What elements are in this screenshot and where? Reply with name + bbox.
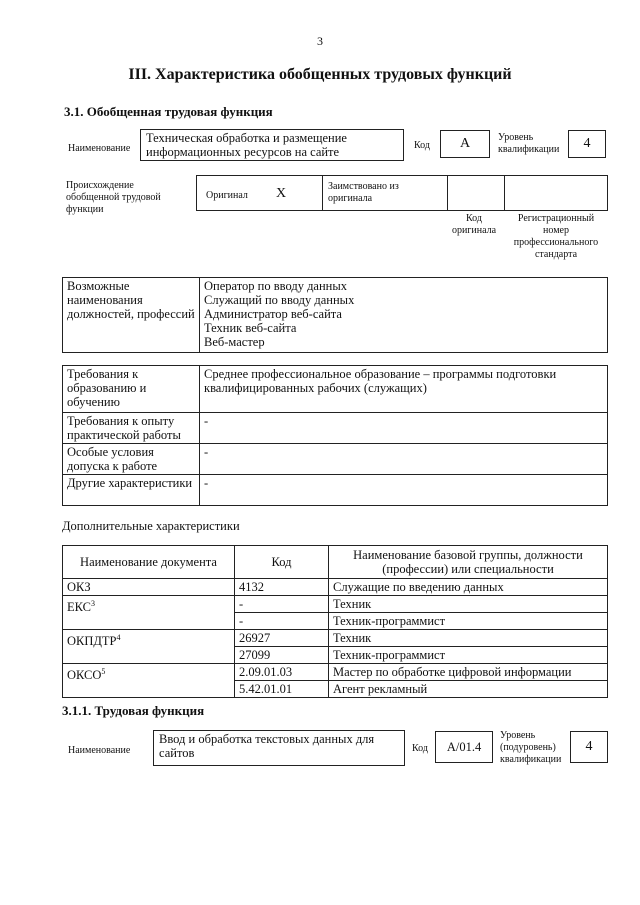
requirement-row — [63, 444, 608, 475]
gtf-origin-label: Происхождение обобщенной трудовой функции — [66, 180, 161, 215]
name-cell: Агент рекламный — [329, 681, 608, 698]
table-row — [63, 579, 608, 596]
name-cell: Техник — [329, 596, 608, 613]
requirement-label: Другие характеристики — [63, 475, 200, 506]
gtf-name-label: Наименование — [68, 143, 131, 154]
col-code-header: Код — [235, 546, 329, 579]
requirement-row — [63, 475, 608, 506]
tf-name-label: Наименование — [68, 745, 131, 756]
position-item: Оператор по вводу данных — [204, 279, 348, 293]
gtf-orig-code-label: Код оригинала — [451, 213, 497, 236]
doc-cell: ОКСО$^5$ — [63, 664, 235, 698]
tf-name-value: Ввод и обработка текстовых данных для сайтов — [153, 730, 405, 766]
requirement-label: Требования к опыту практической работы — [63, 413, 200, 444]
requirement-value: Среднее профессиональное образование – программы подготовки квалифицированных рабочих (служащих) — [200, 366, 608, 413]
name-cell: Техник — [329, 630, 608, 647]
position-item: Веб-мастер — [204, 335, 265, 349]
additional-table — [62, 545, 608, 698]
name-cell: Техник-программист — [329, 647, 608, 664]
positions-list — [200, 278, 608, 353]
name-cell: Техник-программист — [329, 613, 608, 630]
gtf-code-label: Код — [414, 140, 430, 151]
positions-label: Возможные наименования должностей, профессий — [63, 278, 200, 353]
code-cell: 27099 — [235, 647, 329, 664]
col-doc-header: Наименование документа — [63, 546, 235, 579]
requirement-label: Особые условия допуска к работе — [63, 444, 200, 475]
requirement-value: - — [200, 413, 608, 444]
requirement-row — [63, 366, 608, 413]
table-row — [63, 596, 608, 613]
tf-heading: 3.1.1. Трудовая функция — [62, 703, 205, 718]
code-cell: - — [235, 613, 329, 630]
gtf-name-value: Техническая обработка и размещение информационных ресурсов на сайте — [140, 129, 404, 161]
gtf-original-mark: Х — [276, 186, 287, 201]
code-cell: - — [235, 596, 329, 613]
tf-level-value: 4 — [570, 731, 608, 763]
code-cell: 2.09.01.03 — [235, 664, 329, 681]
requirement-value: - — [200, 475, 608, 506]
col-name-header: Наименование базовой группы, должности (профессии) или специальности — [329, 546, 608, 579]
name-cell: Служащие по введению данных — [329, 579, 608, 596]
gtf-code-value: А — [440, 130, 490, 158]
position-item: Техник веб-сайта — [204, 321, 297, 335]
requirement-value: - — [200, 444, 608, 475]
doc-cell: ОКЗ — [63, 579, 235, 596]
gtf-reg-number-label: Регистрационный номер профессионального стандарта — [513, 213, 599, 260]
page-number: 3 — [317, 34, 323, 48]
gtf-borrowed-label: Заимствовано из оригинала — [328, 181, 399, 204]
code-cell: 4132 — [235, 579, 329, 596]
doc-cell: ОКПДТР$^4$ — [63, 630, 235, 664]
tf-level-label: Уровень (подуровень) квалификации — [500, 730, 562, 765]
code-cell: 26927 — [235, 630, 329, 647]
section-title: III. Характеристика обобщенных трудовых функций — [128, 66, 512, 83]
doc-cell: ЕКС$^3$ — [63, 596, 235, 630]
additional-header-row — [63, 546, 608, 579]
position-item: Администратор веб-сайта — [204, 307, 342, 321]
gtf-original-label: Оригинал — [206, 190, 248, 201]
table-row — [63, 630, 608, 647]
positions-table — [62, 277, 608, 353]
code-cell: 5.42.01.01 — [235, 681, 329, 698]
gtf-level-value: 4 — [568, 130, 606, 158]
gtf-level-label: Уровень квалификации — [498, 132, 560, 155]
additional-heading: Дополнительные характеристики — [62, 519, 240, 533]
tf-code-value: А/01.4 — [435, 731, 493, 763]
table-row — [63, 664, 608, 681]
name-cell: Мастер по обработке цифровой информации — [329, 664, 608, 681]
gtf-heading: 3.1. Обобщенная трудовая функция — [64, 104, 273, 119]
requirements-table — [62, 365, 608, 506]
requirement-label: Требования к образованию и обучению — [63, 366, 200, 413]
requirement-row — [63, 413, 608, 444]
position-item: Служащий по вводу данных — [204, 293, 355, 307]
tf-code-label: Код — [412, 743, 428, 754]
